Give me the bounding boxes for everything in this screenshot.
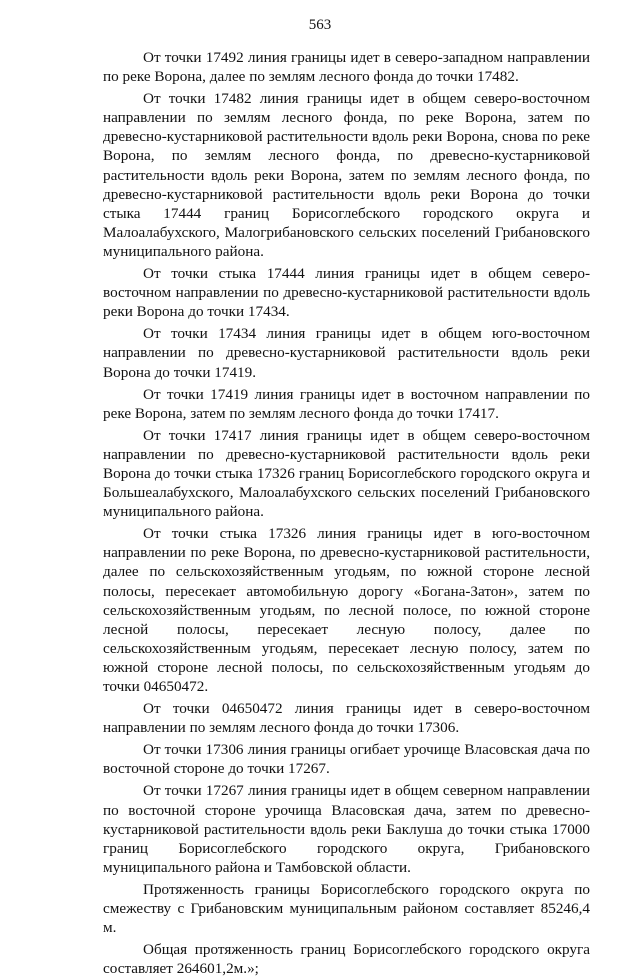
paragraph: От точки 17482 линия границы идет в общем северо-восточном направлении по землям лесного фонда, по реке Ворона, затем по древесно-кустарниковой растительности вдоль реки Ворона, снова по реке Ворона, по землям лесного фонда, по древесно-кустарниковой растительности вдоль реки Ворона, затем по землям лесного фонда, по древесно-кустарниковой растительности вдоль реки Ворона до точки стыка 17444 границ Борисоглебского городского округа и Малоалабухского, Малогрибановского сельских поселений Грибановского муниципального района.	[103, 90, 590, 260]
paragraph: От точки 17492 линия границы идет в северо-западном направлении по реке Ворона, далее по землям лесного фонда до точки 17482.	[103, 49, 590, 86]
paragraph: От точки 17419 линия границы идет в восточном направлении по реке Ворона, затем по землям лесного фонда до точки 17417.	[103, 385, 590, 422]
paragraph: От точки 17434 линия границы идет в общем юго-восточном направлении по древесно-кустарниковой растительности вдоль реки Ворона до точки 17419.	[103, 325, 590, 381]
paragraph: От точки стыка 17326 линия границы идет в юго-восточном направлении по реке Ворона, по древесно-кустарниковой растительности, далее по сельскохозяйственным угодьям, по южной стороне лесной полосы, пересекает автомобильную дорогу «Богана-Затон», затем по сельскохозяйственным угодьям, по лесной полосе, по южной стороне лесной полосы, пересекает лесную полосу, далее по сельскохозяйственным угодьям, пересекает лесную полосу, затем по южной стороне лесной полосы, по сельскохозяйственным угодьям до точки 04650472.	[103, 525, 590, 695]
paragraph: От точки 17417 линия границы идет в общем северо-восточном направлении по древесно-кустарниковой растительности вдоль реки Ворона до точки стыка 17326 границ Борисоглебского городского округа и Большеалабухского, Малоалабухского сельских поселений Грибановского муниципального района.	[103, 426, 590, 521]
paragraph: От точки 17306 линия границы огибает урочище Власовская дача по восточной стороне до точки 17267.	[103, 741, 590, 778]
paragraph: Общая протяженность границ Борисоглебского городского округа составляет 264601,2м.»;	[103, 941, 590, 978]
paragraph: От точки 04650472 линия границы идет в северо-восточном направлении по землям лесного фонда до точки 17306.	[103, 700, 590, 737]
document-body	[103, 48, 590, 980]
paragraph: От точки 17267 линия границы идет в общем северном направлении по восточной стороне урочища Власовская дача, затем по древесно-кустарниковой растительности вдоль реки Баклуша до точки стыка 17000 границ Борисоглебского городского округа, Грибановского муниципального района и Тамбовской области.	[103, 782, 590, 876]
paragraph: Протяженность границы Борисоглебского городского округа по смежеству с Грибановским муниципальным районом составляет 85246,4 м.	[103, 880, 590, 937]
page-number: 563	[308, 17, 332, 33]
paragraph: От точки стыка 17444 линия границы идет в общем северо-восточном направлении по древесно-кустарниковой растительности вдоль реки Ворона до точки 17434.	[103, 265, 590, 321]
